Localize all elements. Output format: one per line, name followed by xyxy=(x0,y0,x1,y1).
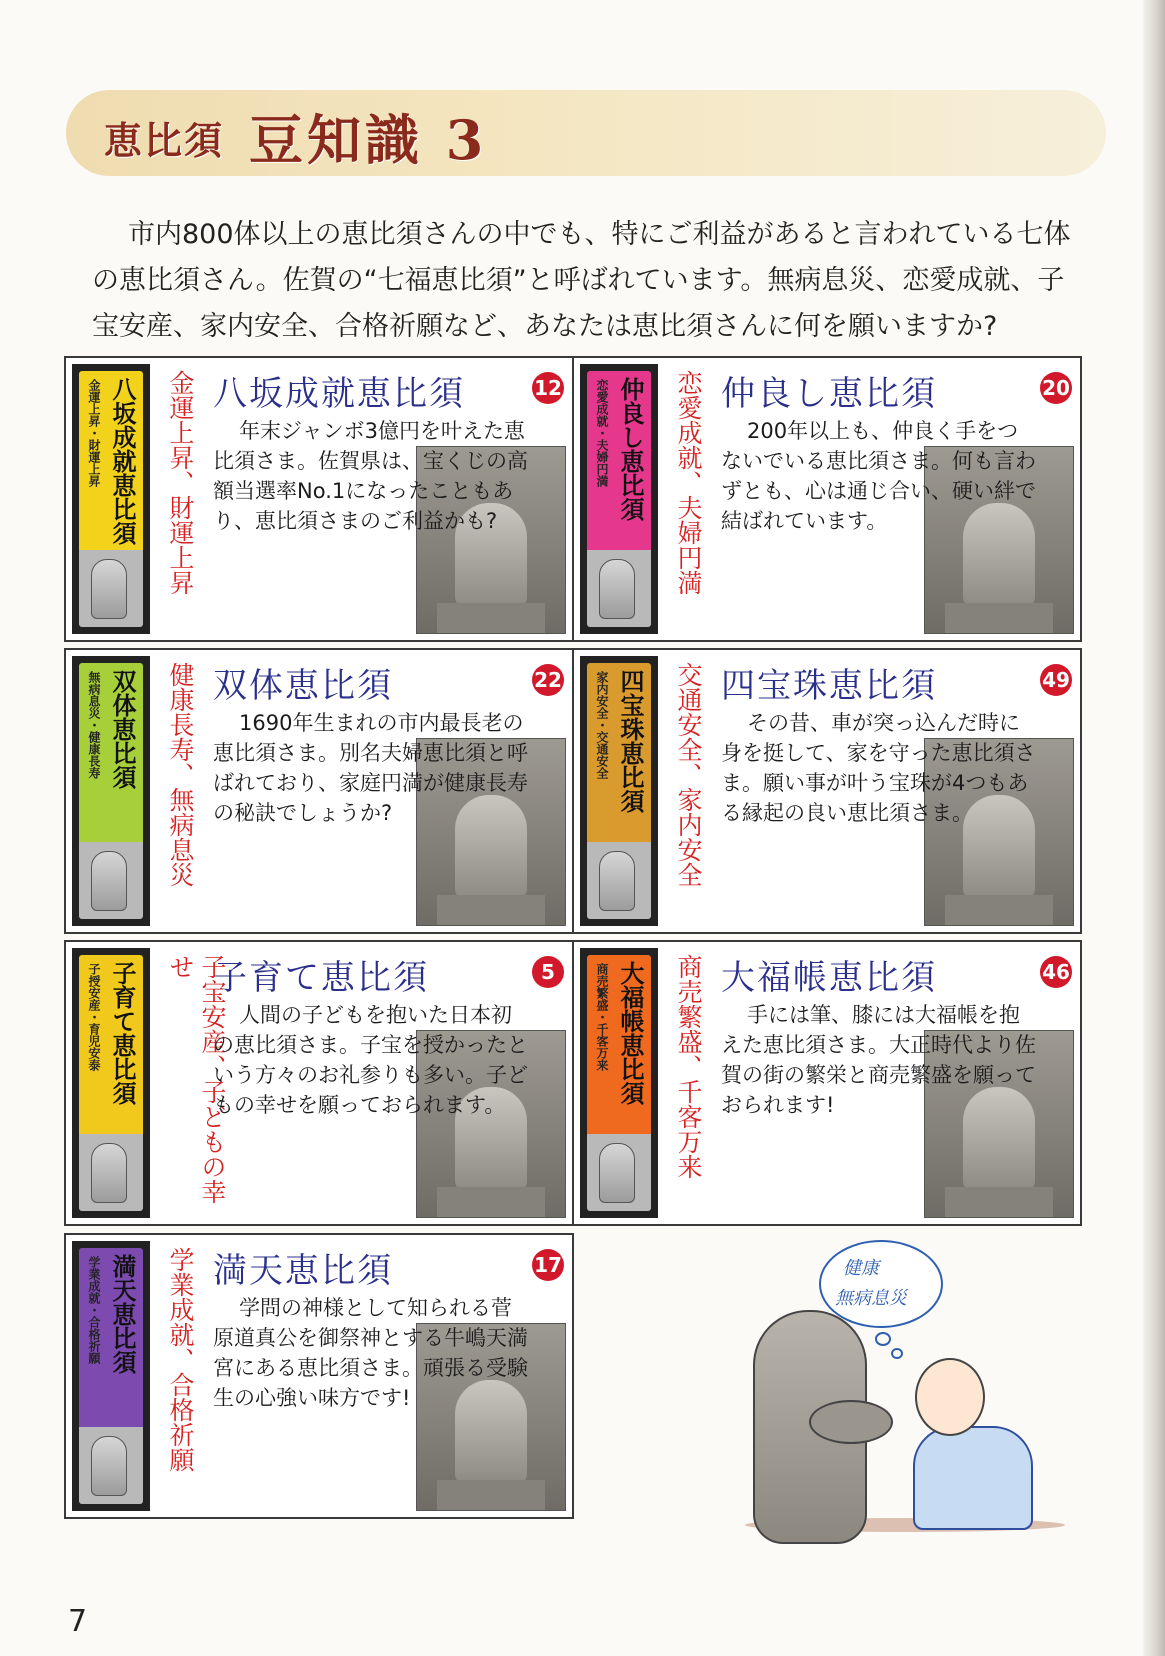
card-description-text: その昔、車が突っ込んだ時に身を挺して、家を守った恵比須さま。願い事が叶う宝珠が4つもある縁起の良い恵比須さま。 xyxy=(721,711,1036,825)
card-number-badge: 12 xyxy=(532,372,564,404)
strip-figure xyxy=(599,559,635,619)
thought-bubble xyxy=(819,1240,943,1328)
statue-base xyxy=(945,1187,1053,1217)
card-description xyxy=(213,1293,531,1413)
card-description-text: 年末ジャンボ3億円を叶えた恵比須さま。佐賀県は、宝くじの高額当選率No.1になったこともあり、恵比須さまのご利益かも? xyxy=(213,419,528,533)
card-number-badge: 20 xyxy=(1040,372,1072,404)
strip-name: 仲良し恵比須 xyxy=(616,377,645,521)
man-body-drawing xyxy=(913,1426,1033,1530)
card-strip xyxy=(72,948,150,1218)
card-title: 大福帳恵比須 xyxy=(721,958,937,998)
strip-name: 双体恵比須 xyxy=(108,669,137,789)
card-number-badge: 49 xyxy=(1040,664,1072,696)
card-shihoju xyxy=(572,648,1082,934)
strip-color xyxy=(79,371,143,627)
strip-figure xyxy=(91,1143,127,1203)
statue-base xyxy=(437,895,545,925)
card-title: 八坂成就恵比須 xyxy=(213,374,465,414)
card-strip xyxy=(72,364,150,634)
card-description xyxy=(213,1000,531,1120)
intro-paragraph xyxy=(92,212,1082,350)
title-banner xyxy=(66,90,1106,176)
strip-name: 四宝珠恵比須 xyxy=(616,669,645,813)
statue-base xyxy=(437,603,545,633)
card-description xyxy=(721,708,1039,828)
card-description xyxy=(721,1000,1039,1120)
card-strip xyxy=(580,656,658,926)
card-number-badge: 5 xyxy=(532,956,564,988)
strip-name: 大福帳恵比須 xyxy=(616,961,645,1105)
card-benefit: 子宝安産、子どもの幸せ xyxy=(166,954,227,1204)
card-soutai xyxy=(64,648,574,934)
card-description xyxy=(721,416,1039,536)
praying-illustration xyxy=(745,1240,1075,1540)
bubble-line-2: 無病息災 xyxy=(835,1288,907,1309)
strip-subtitle: 恋愛成就・夫婦円満 xyxy=(595,379,609,487)
strip-name: 満天恵比須 xyxy=(108,1254,137,1374)
card-title: 双体恵比須 xyxy=(213,666,393,706)
card-number-badge: 22 xyxy=(532,664,564,696)
card-description-text: 200年以上も、仲良く手をつないでいる恵比須さま。何も言わずとも、心は通じ合い、硬い絆で結ばれています。 xyxy=(721,419,1036,533)
intro-text: 市内800体以上の恵比須さんの中でも、特にご利益があると言われている七体の恵比須さん。佐賀の“七福恵比須”と呼ばれています。無病息災、恋愛成就、子宝安産、家内安全、合格祈願など、あなたは恵比須さんに何を願いますか? xyxy=(92,219,1071,342)
thought-dot xyxy=(891,1348,903,1359)
card-title: 子育て恵比須 xyxy=(213,958,429,998)
strip-subtitle: 金運上昇・財運上昇 xyxy=(87,379,101,487)
strip-name: 子育て恵比須 xyxy=(108,961,137,1105)
card-description-text: 人間の子どもを抱いた日本初の恵比須さま。子宝を授かったという方々のお礼参りも多い。子どもの幸せを願っておられます。 xyxy=(213,1003,528,1117)
man-head-drawing xyxy=(915,1358,985,1436)
statue-base xyxy=(437,1187,545,1217)
card-yasaka xyxy=(64,356,574,642)
card-title: 四宝珠恵比須 xyxy=(721,666,937,706)
strip-color xyxy=(587,663,651,919)
card-description-text: 学問の神様として知られる菅原道真公を御祭神とする牛嶋天満宮にある恵比須さま。頑張る受験生の心強い味方です! xyxy=(213,1296,528,1410)
strip-subtitle: 学業成就・合格祈願 xyxy=(87,1256,101,1364)
card-benefit: 金運上昇、財運上昇 xyxy=(166,370,195,595)
card-description-text: 手には筆、膝には大福帳を抱えた恵比須さま。大正時代より佐賀の街の繁栄と商売繁盛を願っておられます! xyxy=(721,1003,1036,1117)
page-edge xyxy=(1143,0,1165,1656)
card-benefit: 学業成就、合格祈願 xyxy=(166,1247,195,1472)
card-kosodate xyxy=(64,940,574,1226)
banner-title: 豆知識 3 xyxy=(249,108,488,172)
statue-base xyxy=(945,603,1053,633)
card-strip xyxy=(72,656,150,926)
thought-dot xyxy=(875,1332,891,1346)
card-benefit: 健康長寿、無病息災 xyxy=(166,662,195,887)
strip-subtitle: 商売繁盛・千客万来 xyxy=(595,963,609,1071)
statue-base xyxy=(437,1480,545,1510)
strip-color xyxy=(79,955,143,1211)
banner-label: 恵比須 xyxy=(104,118,225,163)
strip-subtitle: 子授安産・育児安泰 xyxy=(87,963,101,1071)
card-nakayoshi xyxy=(572,356,1082,642)
card-title: 満天恵比須 xyxy=(213,1251,393,1291)
card-description-text: 1690年生まれの市内最長老の恵比須さま。別名夫婦恵比須と呼ばれており、家庭円満が健康長寿の秘訣でしょうか? xyxy=(213,711,528,825)
strip-figure xyxy=(91,851,127,911)
strip-figure xyxy=(599,851,635,911)
strip-color xyxy=(79,1248,143,1504)
card-strip xyxy=(580,948,658,1218)
strip-subtitle: 無病息災・健康長寿 xyxy=(87,671,101,779)
card-strip xyxy=(580,364,658,634)
card-manten xyxy=(64,1233,574,1519)
strip-color xyxy=(587,371,651,627)
card-number-badge: 46 xyxy=(1040,956,1072,988)
card-benefit: 恋愛成就、夫婦円満 xyxy=(674,370,703,595)
card-benefit: 交通安全、家内安全 xyxy=(674,662,703,887)
card-benefit: 商売繁盛、千客万来 xyxy=(674,954,703,1179)
statue-base xyxy=(945,895,1053,925)
card-strip xyxy=(72,1241,150,1511)
strip-color xyxy=(79,663,143,919)
strip-name: 八坂成就恵比須 xyxy=(108,377,137,545)
strip-figure xyxy=(91,559,127,619)
page-number: 7 xyxy=(68,1604,88,1639)
card-title: 仲良し恵比須 xyxy=(721,374,937,414)
strip-figure xyxy=(91,1436,127,1496)
sea-bream-drawing xyxy=(809,1400,893,1444)
card-description xyxy=(213,708,531,828)
strip-subtitle: 家内安全・交通安全 xyxy=(595,671,609,779)
card-number-badge: 17 xyxy=(532,1249,564,1281)
strip-figure xyxy=(599,1143,635,1203)
strip-color xyxy=(587,955,651,1211)
bubble-line-1: 健康 xyxy=(843,1258,879,1279)
card-description xyxy=(213,416,531,536)
card-daifukucho xyxy=(572,940,1082,1226)
